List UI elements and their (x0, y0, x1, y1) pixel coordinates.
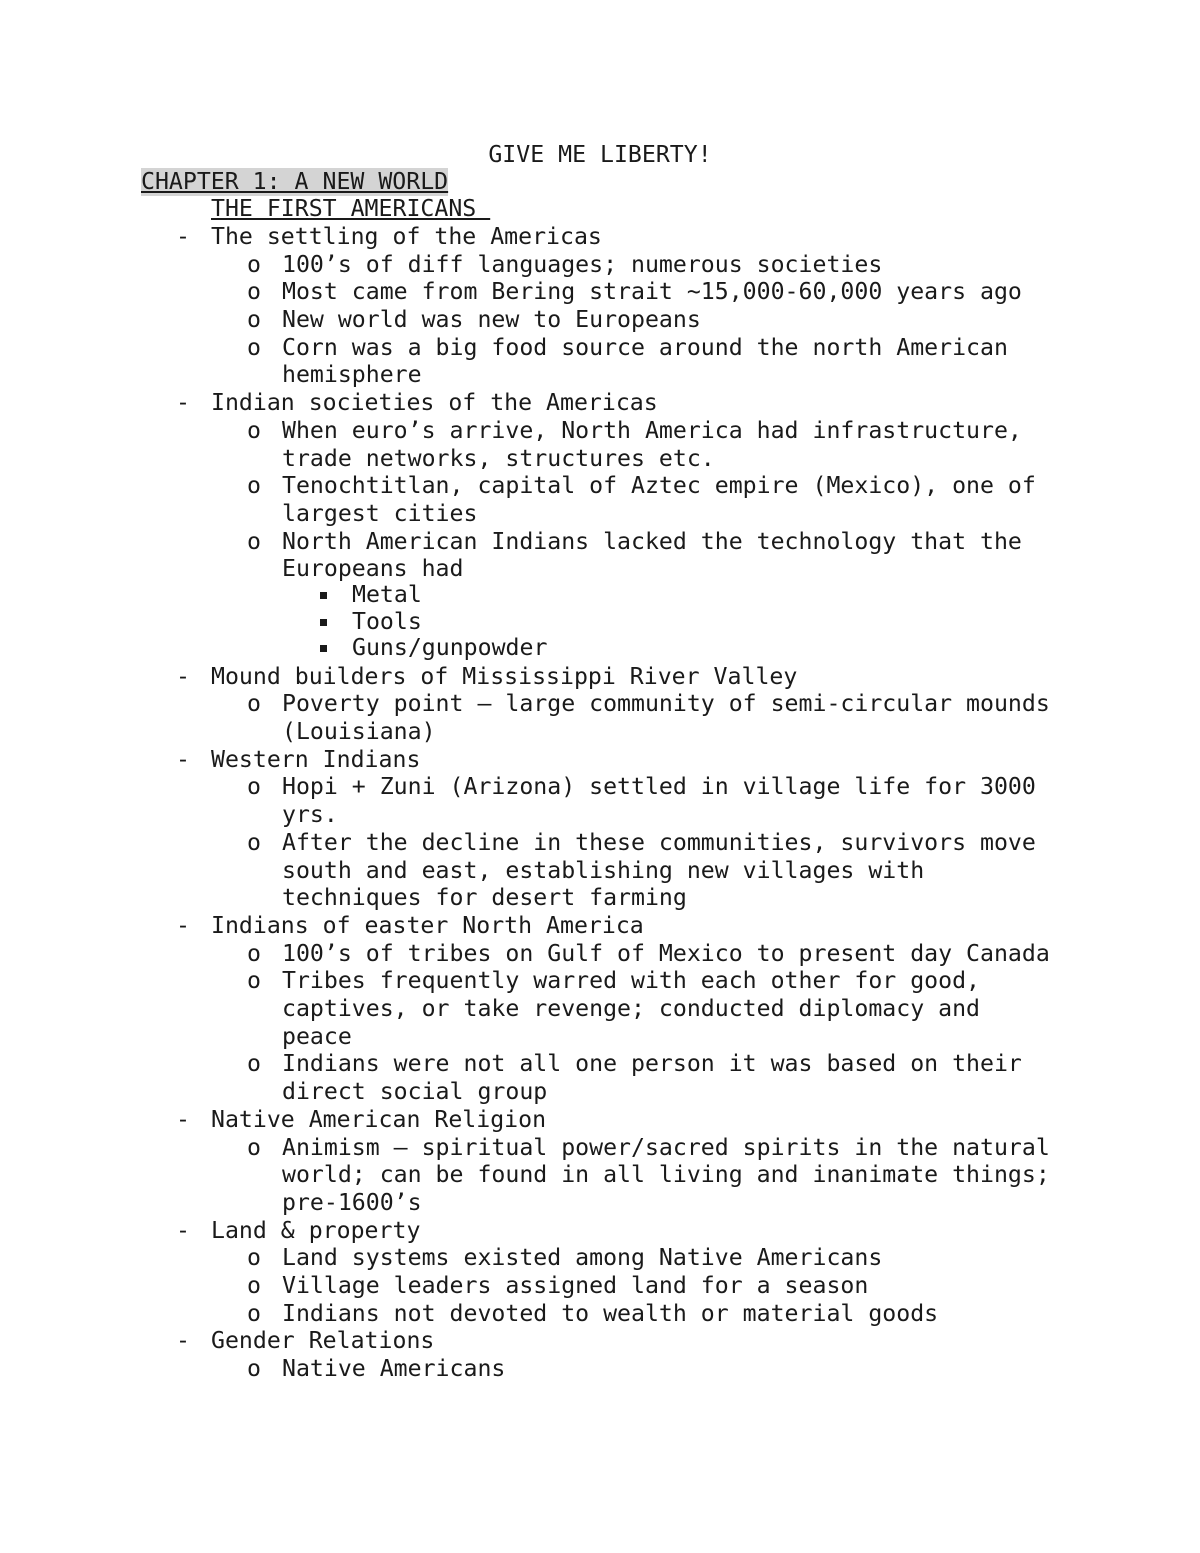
circle-bullet: o (247, 472, 261, 499)
square-bullet (320, 592, 327, 599)
note-line: (Louisiana) (282, 718, 436, 745)
note-line: North American Indians lacked the technology that the (282, 528, 1022, 555)
square-bullet (320, 619, 327, 626)
topic-heading: Indians of easter North America (211, 912, 644, 939)
note-line: direct social group (282, 1078, 548, 1105)
topic-heading: Land & property (211, 1217, 421, 1244)
circle-bullet: o (247, 1244, 261, 1271)
circle-bullet: o (247, 1134, 261, 1161)
circle-bullet: o (247, 251, 261, 278)
note-line: Village leaders assigned land for a season (282, 1272, 869, 1299)
note-line: techniques for desert farming (282, 884, 687, 911)
circle-bullet: o (247, 940, 261, 967)
note-line: south and east, establishing new villages with (282, 857, 925, 884)
note-line: New world was new to Europeans (282, 306, 701, 333)
note-line: 100’s of tribes on Gulf of Mexico to present day Canada (282, 940, 1050, 967)
circle-bullet: o (247, 334, 261, 361)
topic-heading: Western Indians (211, 746, 421, 773)
dash-bullet: - (176, 1327, 190, 1354)
sub-note-line: Tools (352, 608, 422, 635)
note-line: Tribes frequently warred with each other for good, (282, 967, 981, 994)
circle-bullet: o (247, 1355, 261, 1382)
circle-bullet: o (247, 1050, 261, 1077)
dash-bullet: - (176, 746, 190, 773)
note-line: Indians were not all one person it was based on their (282, 1050, 1022, 1077)
dash-bullet: - (176, 1217, 190, 1244)
topic-heading: Gender Relations (211, 1327, 435, 1354)
circle-bullet: o (247, 829, 261, 856)
note-line: After the decline in these communities, survivors move (282, 829, 1036, 856)
dash-bullet: - (176, 389, 190, 416)
note-line: Europeans had (282, 555, 464, 582)
chapter-heading: CHAPTER 1: A NEW WORLD (141, 168, 449, 195)
circle-bullet: o (247, 278, 261, 305)
topic-heading: The settling of the Americas (211, 223, 602, 250)
note-line: Poverty point – large community of semi-circular mounds (282, 690, 1050, 717)
dash-bullet: - (176, 223, 190, 250)
note-line: 100’s of diff languages; numerous societies (282, 251, 883, 278)
note-line: pre-1600’s (282, 1189, 422, 1216)
circle-bullet: o (247, 528, 261, 555)
note-line: captives, or take revenge; conducted diplomacy and (282, 995, 981, 1022)
note-line: hemisphere (282, 361, 422, 388)
note-line: world; can be found in all living and inanimate things; (282, 1161, 1050, 1188)
section-heading: THE FIRST AMERICANS (211, 195, 491, 222)
sub-note-line: Guns/gunpowder (352, 634, 548, 661)
circle-bullet: o (247, 773, 261, 800)
dash-bullet: - (176, 1106, 190, 1133)
circle-bullet: o (247, 1272, 261, 1299)
note-line: Tenochtitlan, capital of Aztec empire (Mexico), one of (282, 472, 1036, 499)
square-bullet (320, 645, 327, 652)
circle-bullet: o (247, 306, 261, 333)
note-line: peace (282, 1023, 352, 1050)
note-line: trade networks, structures etc. (282, 445, 715, 472)
note-line: Corn was a big food source around the north American (282, 334, 1008, 361)
note-line: yrs. (282, 801, 338, 828)
note-line: When euro’s arrive, North America had infrastructure, (282, 417, 1022, 444)
note-line: Indians not devoted to wealth or material goods (282, 1300, 939, 1327)
circle-bullet: o (247, 417, 261, 444)
note-line: Native Americans (282, 1355, 506, 1382)
circle-bullet: o (247, 1300, 261, 1327)
note-line: largest cities (282, 500, 478, 527)
note-line: Most came from Bering strait ~15,000-60,000 years ago (282, 278, 1022, 305)
document-title: GIVE ME LIBERTY! (488, 141, 712, 168)
topic-heading: Indian societies of the Americas (211, 389, 658, 416)
topic-heading: Native American Religion (211, 1106, 547, 1133)
topic-heading: Mound builders of Mississippi River Valley (211, 663, 798, 690)
note-line: Hopi + Zuni (Arizona) settled in village life for 3000 (282, 773, 1036, 800)
note-line: Land systems existed among Native Americans (282, 1244, 883, 1271)
note-line: Animism – spiritual power/sacred spirits in the natural (282, 1134, 1050, 1161)
circle-bullet: o (247, 690, 261, 717)
sub-note-line: Metal (352, 581, 422, 608)
circle-bullet: o (247, 967, 261, 994)
dash-bullet: - (176, 663, 190, 690)
dash-bullet: - (176, 912, 190, 939)
